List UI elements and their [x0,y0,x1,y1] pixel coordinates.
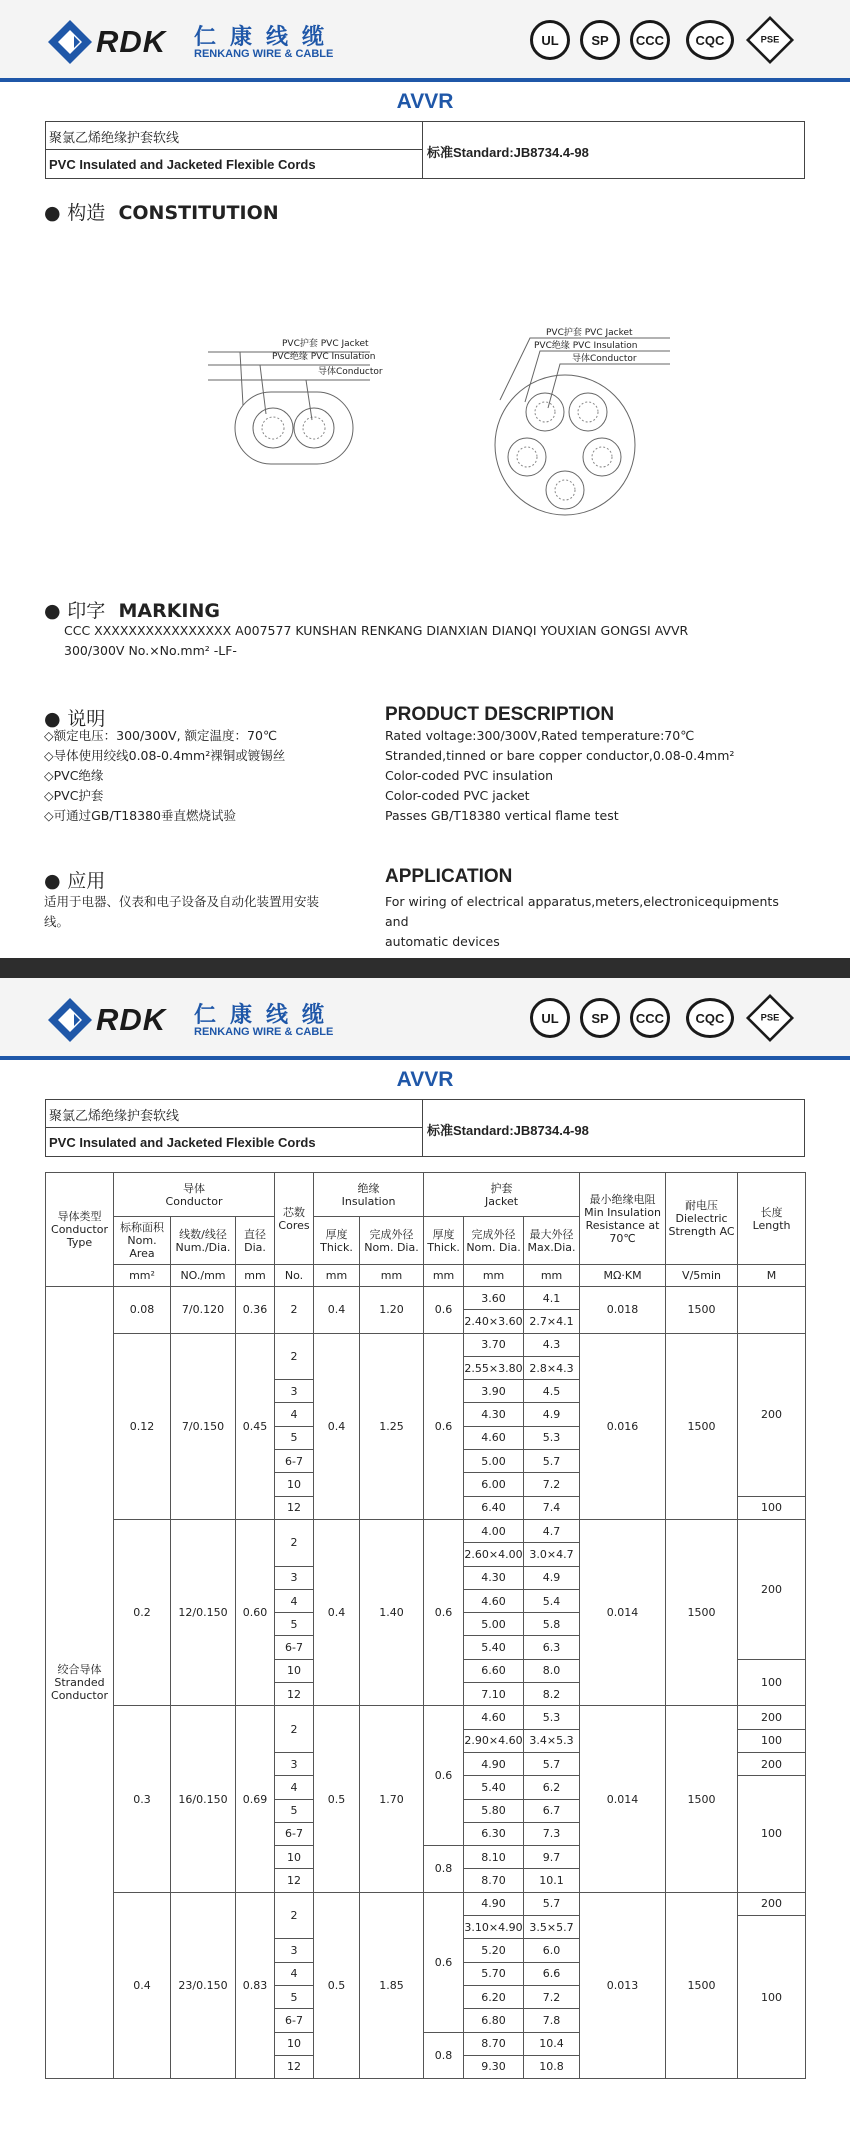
jk-nom-dia-cell: 5.00 [464,1450,524,1473]
cores-cell: 5 [275,1985,314,2008]
csa-cert-icon: SP [580,998,620,1038]
cores-cell: 10 [275,1659,314,1682]
unit-cell: mm [464,1265,524,1287]
cores-cell: 3 [275,1939,314,1962]
marking-en: MARKING [118,600,220,622]
cores-cell: 4 [275,1962,314,1985]
jk-max-dia-cell: 10.8 [524,2055,580,2078]
five-core-diagram [470,330,670,530]
length-cell: 200 [738,1519,806,1659]
unit-cell: M [738,1265,806,1287]
jk-nom-dia-cell: 5.80 [464,1799,524,1822]
cores-cell: 10 [275,2032,314,2055]
standard-value: 标准Standard:JB8734.4-98 [427,145,589,160]
cert-marks [530,998,800,1042]
cores-cell: 12 [275,1869,314,1892]
bullet-icon: ● [44,870,68,892]
app-cn-title: 应用 [67,870,106,892]
jk-thick-cell: 0.8 [424,1846,464,1893]
header-conductor: 导体 Conductor [114,1173,275,1217]
min-resistance-cell: 0.014 [580,1706,666,1892]
jk-nom-dia-cell: 6.40 [464,1496,524,1519]
ins-thick-cell: 0.4 [314,1333,360,1519]
marking-cn: 印字 [67,600,106,622]
logo-rdk-text: RDK [96,24,167,59]
cores-cell: 2 [275,1892,314,1939]
jk-max-dia-cell: 10.1 [524,1869,580,1892]
jk-nom-dia-cell: 6.30 [464,1822,524,1845]
jk-nom-dia-cell: 3.60 [464,1287,524,1310]
jk-nom-dia-cell: 5.70 [464,1962,524,1985]
nom-area-cell: 0.12 [114,1333,171,1519]
product-name-en: PVC Insulated and Jacketed Flexible Cords [46,1128,423,1157]
jk-max-dia-cell: 2.8×4.3 [524,1356,580,1379]
ins-thick-cell: 0.4 [314,1519,360,1705]
jk-thick-cell: 0.6 [424,1519,464,1705]
cores-cell: 12 [275,2055,314,2078]
dia-cell: 0.36 [236,1287,275,1334]
unit-cell: mm [236,1265,275,1287]
header-insulation: 绝缘 Insulation [314,1173,424,1217]
jk-max-dia-cell: 8.0 [524,1659,580,1682]
jk-max-dia-cell: 4.5 [524,1380,580,1403]
jk-max-dia-cell: 2.7×4.1 [524,1310,580,1333]
diagram2-label-jacket: PVC护套 PVC Jacket [546,328,633,338]
length-cell [738,1287,806,1334]
marking-heading [44,596,220,623]
ins-nom-dia-cell: 1.20 [360,1287,424,1334]
marking-line1: CCC XXXXXXXXXXXXXXXX A007577 KUNSHAN RENKANG DIANXIAN DIANQI YOUXIAN GONGSI AVVR [64,623,689,638]
desc-cn-item: ◇额定电压：300/300V, 额定温度：70℃ [44,728,277,743]
cores-cell: 6-7 [275,2009,314,2032]
jk-nom-dia-cell: 5.00 [464,1613,524,1636]
jk-nom-dia-cell: 3.90 [464,1380,524,1403]
desc-en-item: Color-coded PVC insulation [385,768,554,783]
jk-nom-dia-cell: 4.30 [464,1566,524,1589]
bullet-icon: ● [44,600,68,622]
pse-cert-icon [746,16,794,64]
cores-cell: 2 [275,1706,314,1753]
jk-max-dia-cell: 5.4 [524,1589,580,1612]
cqc-cert-icon: CQC [686,998,734,1038]
jk-nom-dia-cell: 6.80 [464,2009,524,2032]
cores-cell: 2 [275,1287,314,1334]
unit-cell: mm [424,1265,464,1287]
app-en-text [385,892,805,952]
page-title: AVVR [396,90,454,113]
app-cn-line: 线。 [44,914,70,929]
construction-en: CONSTITUTION [118,202,279,224]
cores-cell: 5 [275,1613,314,1636]
cores-cell: 2 [275,1333,314,1380]
dia-cell: 0.60 [236,1519,275,1705]
standard-box [45,121,805,179]
cqc-cert-icon: CQC [686,20,734,60]
jk-nom-dia-cell: 2.60×4.00 [464,1543,524,1566]
construction-heading [44,198,279,225]
dielectric-cell: 1500 [666,1892,738,2078]
header-cores: 芯数 Cores [275,1173,314,1265]
jk-max-dia-cell: 4.3 [524,1333,580,1356]
jk-thick-cell: 0.6 [424,1287,464,1334]
product-name-en: PVC Insulated and Jacketed Flexible Cords [46,150,423,179]
desc-cn-item: ◇PVC护套 [44,788,104,803]
cores-cell: 3 [275,1380,314,1403]
length-cell: 100 [738,1496,806,1519]
header-conductor-type: 导体类型 Conductor Type [46,1173,114,1287]
dielectric-cell: 1500 [666,1287,738,1334]
desc-cn-item: ◇PVC绝缘 [44,768,104,783]
cores-cell: 6-7 [275,1822,314,1845]
header-dia: 直径 Dia. [236,1217,275,1265]
min-resistance-cell: 0.013 [580,1892,666,2078]
jk-max-dia-cell: 5.7 [524,1892,580,1915]
unit-cell: mm² [114,1265,171,1287]
nom-area-cell: 0.08 [114,1287,171,1334]
jk-max-dia-cell: 10.4 [524,2032,580,2055]
ccc-cert-icon: CCC [630,998,670,1038]
brand-name-cn: 仁康线缆 [194,25,339,50]
jk-max-dia-cell: 5.8 [524,1613,580,1636]
jk-max-dia-cell: 4.1 [524,1287,580,1310]
jk-max-dia-cell: 7.8 [524,2009,580,2032]
header-jk-nom-dia: 完成外径 Nom. Dia. [464,1217,524,1265]
jk-nom-dia-cell: 2.90×4.60 [464,1729,524,1752]
jk-max-dia-cell: 3.5×5.7 [524,1916,580,1939]
rdk-diamond-icon [48,20,92,64]
cores-cell: 4 [275,1589,314,1612]
header-divider [0,78,850,82]
ins-nom-dia-cell: 1.25 [360,1333,424,1519]
app-cn-heading [44,866,105,893]
diagram2-label-conductor: 导体Conductor [572,354,637,364]
product-name-cn: 聚氯乙烯绝缘护套软线 [46,1100,423,1128]
desc-cn-list [44,726,285,826]
bullet-icon: ● [44,202,68,224]
ul-cert-icon: UL [530,998,570,1038]
header-page2 [0,978,850,1060]
desc-cn-item: ◇导体使用绞线0.08-0.4mm²裸铜或镀锡丝 [44,748,286,763]
desc-en-item: Rated voltage:300/300V,Rated temperature:70℃ [385,728,695,743]
length-cell: 100 [738,1776,806,1892]
cores-cell: 4 [275,1403,314,1426]
header-num-dia: 线数/线径 Num./Dia. [171,1217,236,1265]
pse-text: PSE [760,1012,780,1024]
page-separator [0,958,850,978]
jk-max-dia-cell: 6.7 [524,1799,580,1822]
header-length: 长度 Length [738,1173,806,1265]
min-resistance-cell: 0.014 [580,1519,666,1705]
csa-cert-icon: SP [580,20,620,60]
app-en-heading: APPLICATION [385,866,513,887]
logo-rdk-text: RDK [96,1002,167,1037]
header-min-resistance: 最小绝缘电阻 Min Insulation Resistance at 70℃ [580,1173,666,1265]
jk-nom-dia-cell: 3.10×4.90 [464,1916,524,1939]
length-cell: 200 [738,1706,806,1729]
jk-max-dia-cell: 5.3 [524,1426,580,1449]
app-en-line: automatic devices [385,934,500,949]
header-nom-area: 标称面积 Nom. Area [114,1217,171,1265]
jk-thick-cell: 0.6 [424,1706,464,1846]
jk-nom-dia-cell: 4.90 [464,1752,524,1775]
length-cell: 200 [738,1333,806,1496]
standard-value: 标准Standard:JB8734.4-98 [427,1123,589,1138]
cores-cell: 3 [275,1752,314,1775]
standard-box [45,1099,805,1157]
brand-name-cn: 仁康线缆 [194,1003,339,1028]
unit-cell: mm [524,1265,580,1287]
cores-cell: 10 [275,1846,314,1869]
jk-nom-dia-cell: 8.70 [464,2032,524,2055]
length-cell: 200 [738,1892,806,1915]
diagram2-label-insulation: PVC绝缘 PVC Insulation [534,341,638,351]
jk-nom-dia-cell: 4.60 [464,1589,524,1612]
length-cell: 100 [738,1659,806,1706]
cores-cell: 2 [275,1519,314,1566]
jk-thick-cell: 0.6 [424,1333,464,1519]
num-dia-cell: 16/0.150 [171,1706,236,1892]
unit-cell: V/5min [666,1265,738,1287]
cores-cell: 5 [275,1426,314,1449]
product-name-cn: 聚氯乙烯绝缘护套软线 [46,122,423,150]
diagram1-label-jacket: PVC护套 PVC Jacket [282,339,369,349]
jk-max-dia-cell: 8.2 [524,1683,580,1706]
jk-nom-dia-cell: 5.20 [464,1939,524,1962]
jk-nom-dia-cell: 8.10 [464,1846,524,1869]
cores-cell: 6-7 [275,1450,314,1473]
min-resistance-cell: 0.018 [580,1287,666,1334]
num-dia-cell: 12/0.150 [171,1519,236,1705]
desc-en-item: Stranded,tinned or bare copper conductor,0.08-0.4mm² [385,748,735,763]
ccc-cert-icon: CCC [630,20,670,60]
jk-nom-dia-cell: 6.20 [464,1985,524,2008]
desc-en-list [385,726,734,826]
ins-nom-dia-cell: 1.40 [360,1519,424,1705]
jk-nom-dia-cell: 4.60 [464,1426,524,1449]
jk-max-dia-cell: 4.7 [524,1519,580,1542]
bullet-icon: ● [44,708,68,730]
desc-cn-title: 说明 [67,708,106,730]
cores-cell: 12 [275,1496,314,1519]
brand-name-en: RENKANG WIRE & CABLE [194,48,334,60]
jk-nom-dia-cell: 8.70 [464,1869,524,1892]
jk-max-dia-cell: 6.0 [524,1939,580,1962]
ins-nom-dia-cell: 1.70 [360,1706,424,1892]
jk-max-dia-cell: 4.9 [524,1403,580,1426]
app-cn-text [44,892,319,932]
jk-nom-dia-cell: 6.60 [464,1659,524,1682]
jk-nom-dia-cell: 5.40 [464,1776,524,1799]
num-dia-cell: 23/0.150 [171,1892,236,2078]
jk-max-dia-cell: 7.4 [524,1496,580,1519]
jk-thick-cell: 0.6 [424,1892,464,2032]
jk-max-dia-cell: 6.2 [524,1776,580,1799]
standard-text [424,122,804,178]
num-dia-cell: 7/0.150 [171,1333,236,1519]
jk-max-dia-cell: 7.2 [524,1985,580,2008]
jk-max-dia-cell: 4.9 [524,1566,580,1589]
header-jk-thick: 厚度 Thick. [424,1217,464,1265]
dielectric-cell: 1500 [666,1706,738,1892]
ins-thick-cell: 0.5 [314,1892,360,2078]
jk-max-dia-cell: 5.7 [524,1752,580,1775]
jk-nom-dia-cell: 7.10 [464,1683,524,1706]
standard-text [424,1100,804,1156]
header-ins-thick: 厚度 Thick. [314,1217,360,1265]
rdk-diamond-icon [48,998,92,1042]
app-en-line: For wiring of electrical apparatus,meters,electronicequipments and [385,894,779,929]
jk-max-dia-cell: 6.3 [524,1636,580,1659]
cores-cell: 4 [275,1776,314,1799]
length-cell: 100 [738,1916,806,2079]
cores-cell: 6-7 [275,1636,314,1659]
pse-text: PSE [760,34,780,46]
brand-logo [48,996,378,1042]
dia-cell: 0.69 [236,1706,275,1892]
jk-max-dia-cell: 7.3 [524,1822,580,1845]
jk-max-dia-cell: 7.2 [524,1473,580,1496]
min-resistance-cell: 0.016 [580,1333,666,1519]
jk-nom-dia-cell: 6.00 [464,1473,524,1496]
unit-cell: NO./mm [171,1265,236,1287]
ins-nom-dia-cell: 1.85 [360,1892,424,2078]
jk-nom-dia-cell: 4.60 [464,1706,524,1729]
unit-cell: MΩ·KM [580,1265,666,1287]
page-title: AVVR [396,1068,454,1091]
unit-cell: mm [314,1265,360,1287]
cores-cell: 3 [275,1566,314,1589]
jk-max-dia-cell: 6.6 [524,1962,580,1985]
jk-nom-dia-cell: 4.00 [464,1519,524,1542]
nom-area-cell: 0.2 [114,1519,171,1705]
jk-nom-dia-cell: 2.40×3.60 [464,1310,524,1333]
jk-nom-dia-cell: 2.55×3.80 [464,1356,524,1379]
jk-max-dia-cell: 5.7 [524,1450,580,1473]
cores-cell: 12 [275,1683,314,1706]
header-jacket: 护套 Jacket [424,1173,580,1217]
desc-cn-item: ◇可通过GB/T18380垂直燃烧试验 [44,808,236,823]
dia-cell: 0.83 [236,1892,275,2078]
unit-cell: mm [360,1265,424,1287]
cores-cell: 5 [275,1799,314,1822]
jk-nom-dia-cell: 5.40 [464,1636,524,1659]
num-dia-cell: 7/0.120 [171,1287,236,1334]
jk-max-dia-cell: 5.3 [524,1706,580,1729]
jk-nom-dia-cell: 4.30 [464,1403,524,1426]
ul-cert-icon: UL [530,20,570,60]
header-page1 [0,0,850,82]
diagram1-label-insulation: PVC绝缘 PVC Insulation [272,352,376,362]
jk-nom-dia-cell: 9.30 [464,2055,524,2078]
header-dielectric: 耐电压 Dielectric Strength AC [666,1173,738,1265]
jk-nom-dia-cell: 4.90 [464,1892,524,1915]
conductor-type-cell: 绞合导体 Stranded Conductor [46,1287,114,2079]
brand-name-en: RENKANG WIRE & CABLE [194,1026,334,1038]
header-jk-max-dia: 最大外径 Max.Dia. [524,1217,580,1265]
spec-table [45,1172,806,2079]
jk-max-dia-cell: 9.7 [524,1846,580,1869]
pse-cert-icon [746,994,794,1042]
cores-cell: 10 [275,1473,314,1496]
header-divider [0,1056,850,1060]
desc-en-item: Passes GB/T18380 vertical flame test [385,808,619,823]
dielectric-cell: 1500 [666,1333,738,1519]
nom-area-cell: 0.4 [114,1892,171,2078]
dielectric-cell: 1500 [666,1519,738,1705]
nom-area-cell: 0.3 [114,1706,171,1892]
marking-line2: 300/300V No.×No.mm² -LF- [64,643,237,658]
ins-thick-cell: 0.4 [314,1287,360,1334]
dia-cell: 0.45 [236,1333,275,1519]
jk-max-dia-cell: 3.0×4.7 [524,1543,580,1566]
jk-thick-cell: 0.8 [424,2032,464,2079]
jk-nom-dia-cell: 3.70 [464,1333,524,1356]
construction-cn: 构造 [67,202,106,224]
diagram1-label-conductor: 导体Conductor [318,367,383,377]
ins-thick-cell: 0.5 [314,1706,360,1892]
jk-max-dia-cell: 3.4×5.3 [524,1729,580,1752]
app-cn-line: 适用于电器、仪表和电子设备及自动化装置用安装 [44,894,320,909]
unit-cell: No. [275,1265,314,1287]
length-cell: 200 [738,1752,806,1775]
header-ins-nom-dia: 完成外径 Nom. Dia. [360,1217,424,1265]
brand-logo [48,18,378,64]
desc-en-heading: PRODUCT DESCRIPTION [385,704,615,725]
cert-marks [530,20,800,64]
length-cell: 100 [738,1729,806,1752]
desc-en-item: Color-coded PVC jacket [385,788,530,803]
